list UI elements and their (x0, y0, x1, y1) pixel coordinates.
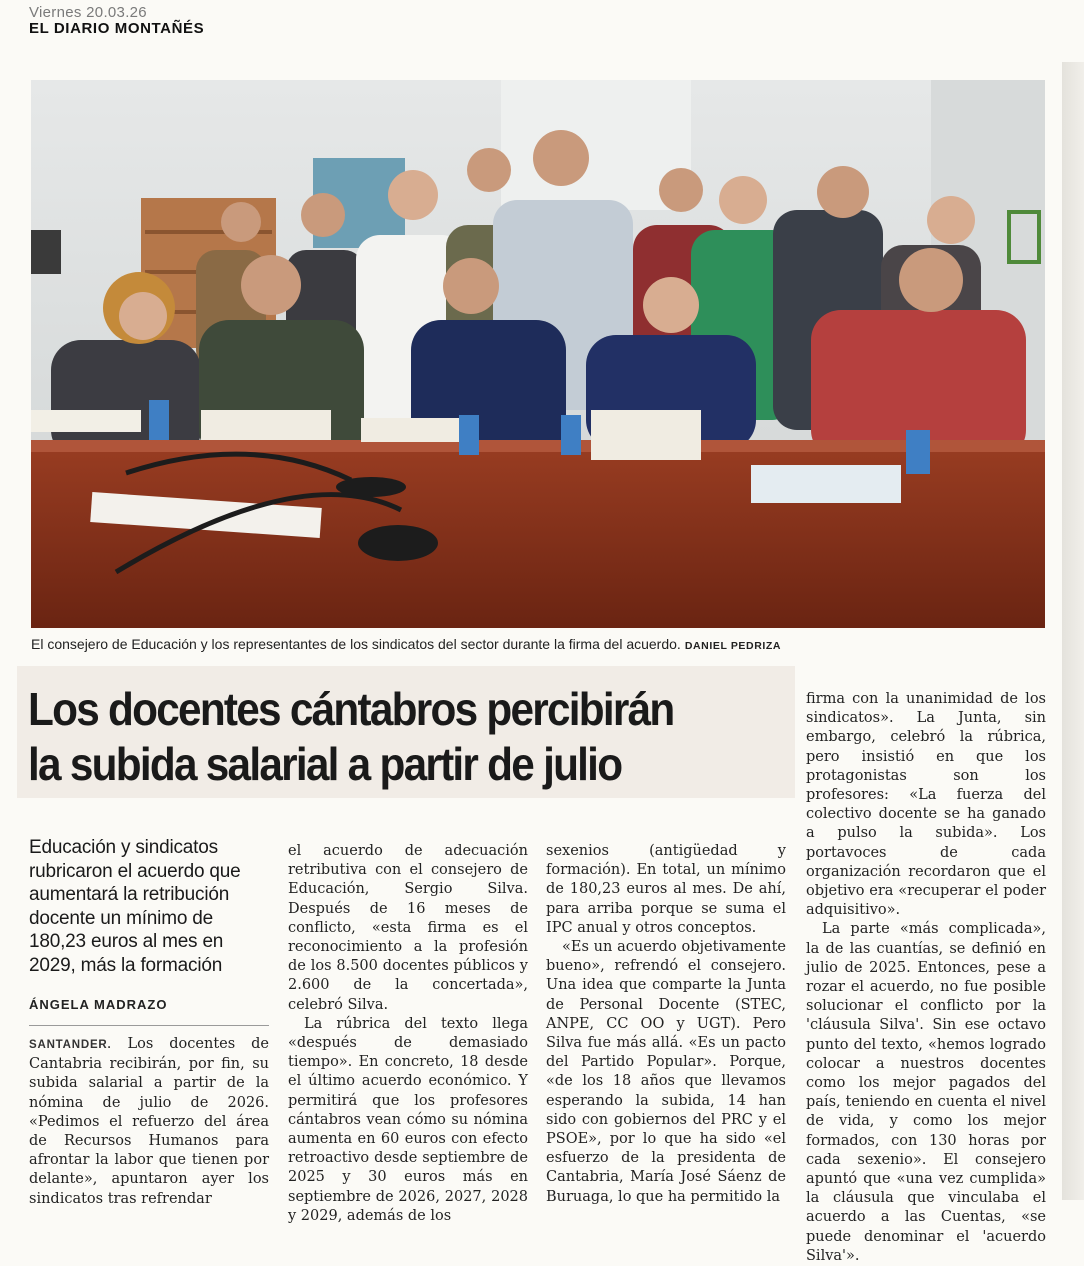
article-column-4 (806, 690, 1046, 1266)
article-column-3 (546, 842, 786, 1207)
adjacent-page-edge (1062, 62, 1084, 1200)
page-header (29, 4, 204, 37)
author-byline: ÁNGELA MADRAZO (29, 997, 168, 1012)
column-3-paragraph-2: «Es un acuerdo objetivamente bueno», refrendó el consejero. Una idea que comparte la Junta de Personal Docente (STEC, ANPE, CC OO y UGT). Pero Silva fue más allá. «Es un pacto del Partido Popular». Porque, «de los 18 años que llevamos esperando la subida, 14 han sido con gobiernos del PRC y el PSOE», por lo que ha sido «el esfuerzo de la presidenta de Cantabria, María José Sáenz de Buruaga, lo que ha permitido la (546, 939, 786, 1205)
headline-box (17, 666, 795, 798)
signing-scene-illustration (31, 80, 1045, 628)
article-column-2 (288, 842, 528, 1226)
column-2-paragraph-1: el acuerdo de adecuación retributiva con el consejero de Educación, Sergio Silva. Después de 16 meses de conflicto, «esta firma es el reconocimiento a la profesión de los 8.500 docentes públicos y 2.600 de la concertada», celebró Silva. (288, 843, 528, 1013)
headline-line-2: la subida salarial a partir de julio (28, 738, 622, 790)
column-4-paragraph-2: La parte «más complicada», la de las cuantías, se definió en julio de 2025. Entonces, pese a rozar el acuerdo, no fue posible solucionar el conflicto por la 'cláusula Silva'. Sin ese octavo punto del texto, «hemos logrado colocar a nuestros docentes como los mejor pagados del país, teniendo en cuenta el nivel de vida, y como los mejor formados, con 130 horas por cada sexenio». El consejero apuntó que «una vez cumplida» la cláusula que vinculaba el acuerdo a las Cuentas, «se puede denominar el 'acuerdo Silva'». (806, 921, 1046, 1264)
news-photo (31, 80, 1045, 628)
headline-line-1: Los docentes cántabros percibirán (28, 683, 674, 735)
column-2-paragraph-2: La rúbrica del texto llega «después de demasiado tiempo». En concreto, 18 desde el último acuerdo económico. Y permitirá que los profesores cántabros vean cómo su nómina aumenta en 60 euros con efecto retroactivo desde septiembre de 2025 y 30 euros más en septiembre de 2026, 2027, 2028 y 2029, además de los (288, 1015, 528, 1224)
caption-text: El consejero de Educación y los representantes de los sindicatos del sector durante la firma del acuerdo. (31, 636, 681, 652)
article-column-1 (29, 1035, 269, 1209)
subheadline: Educación y sindicatos rubricaron el acuerdo que aumentará la retribución docente un mínimo de 180,23 euros al mes en 2029, más la formación (29, 837, 241, 976)
dateline-location: SANTANDER. (29, 1039, 112, 1051)
issue-date: Viernes 20.03.26 (29, 4, 147, 21)
photo-credit: DANIEL PEDRIZA (684, 640, 782, 652)
byline-divider (29, 1025, 269, 1026)
photo-caption (31, 636, 1045, 652)
headline (17, 666, 733, 792)
column-1-paragraph: Los docentes de Cantabria recibirán, por fin, su subida salarial a partir de la nómina de julio de 2026. «Pedimos el refuerzo del área de Recursos Humanos para afrontar la labor que tienen por delante», apuntaron ayer los sindicatos tras refrendar (29, 1036, 269, 1207)
column-3-paragraph-1: sexenios (antigüedad y formación). En total, un mínimo de 180,23 euros al mes. De ahí, para arriba porque se suma el IPC anual y otros conceptos. (546, 843, 786, 936)
column-4-paragraph-1: firma con la unanimidad de los sindicatos». La Junta, sin embargo, celebró la rúbrica, pero insistió en que los protagonistas son los profesores: «La fuerza del colectivo docente se ha ganado a pulso la subida». Los portavoces de cada organización recordaron que el objetivo era «recuperar el poder adquisitivo». (806, 691, 1046, 919)
newspaper-name: EL DIARIO MONTAÑÉS (29, 20, 205, 37)
